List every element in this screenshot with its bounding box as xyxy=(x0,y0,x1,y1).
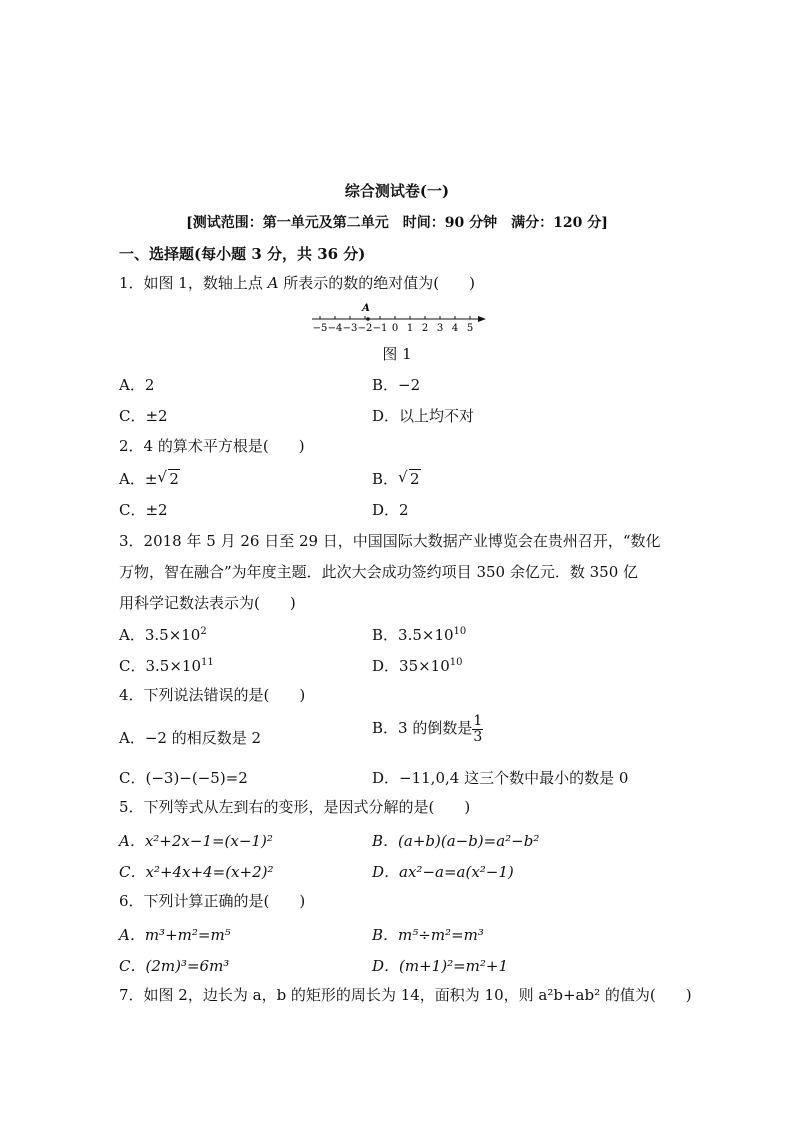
q1-stem-var: A xyxy=(267,274,279,292)
q1-option-b[interactable]: B．−2 xyxy=(372,376,421,394)
q3-option-d-exp: 10 xyxy=(449,657,463,668)
question-6: 6．下列计算正确的是( ) xyxy=(119,892,306,910)
q5-option-a[interactable]: A．x²+2x−1=(x−1)² xyxy=(119,832,273,850)
q4-option-d[interactable]: D．−11,0,4 这三个数中最小的数是 0 xyxy=(372,769,629,787)
q3-option-c[interactable] xyxy=(119,655,214,676)
q3-option-b-exp: 10 xyxy=(453,626,467,637)
q5-option-c[interactable]: C．x²+4x+4=(x+2)² xyxy=(119,863,274,881)
q4-option-c[interactable]: C．(−3)−(−5)=2 xyxy=(119,769,248,787)
q2-option-d[interactable]: D．2 xyxy=(372,501,409,519)
number-line-tick-label: 2 xyxy=(421,323,429,334)
q1-stem-prefix: 1．如图 1，数轴上点 xyxy=(119,274,268,292)
q3-option-c-exp: 11 xyxy=(201,657,214,668)
q6-option-b[interactable]: B．m⁵÷m²=m³ xyxy=(372,926,484,944)
number-line-tick-label: −3 xyxy=(342,323,358,334)
q2-option-c[interactable]: C．±2 xyxy=(119,501,168,519)
q5-option-b[interactable]: B．(a+b)(a−b)=a²−b² xyxy=(372,832,540,850)
q2-option-b[interactable] xyxy=(372,468,421,489)
q4-option-b-fraction xyxy=(472,714,483,744)
q4-option-a[interactable]: A．−2 的相反数是 2 xyxy=(119,729,262,747)
q3-line-3: 用科学记数法表示为( ) xyxy=(119,594,296,612)
number-line-tick-label: 0 xyxy=(391,323,399,334)
q6-option-d[interactable]: D．(m+1)²=m²+1 xyxy=(372,957,508,975)
test-scope: [测试范围：第一单元及第二单元 时间：90 分钟 满分：120 分] xyxy=(186,215,608,231)
number-line-tick-label: 3 xyxy=(436,323,444,334)
point-a-label: A xyxy=(362,303,370,314)
q3-line-1: 3．2018 年 5 月 26 日至 29 日，中国国际大数据产业博览会在贵州召开，“数化 xyxy=(119,532,661,550)
number-line-tick-label: 4 xyxy=(451,323,459,334)
q3-option-d-base: D．35×10 xyxy=(372,657,450,675)
q1-option-c[interactable]: C．±2 xyxy=(119,407,168,425)
q4-option-b[interactable] xyxy=(372,714,483,744)
q1-option-a[interactable]: A．2 xyxy=(119,376,155,394)
q6-option-a[interactable]: A．m³+m²=m⁵ xyxy=(119,926,231,944)
q2-option-a[interactable] xyxy=(119,468,180,489)
q3-option-d[interactable] xyxy=(372,655,463,676)
figure-1-caption: 图 1 xyxy=(382,345,412,363)
number-line-tick-label: −4 xyxy=(327,323,343,334)
question-2: 2．4 的算术平方根是( ) xyxy=(119,437,305,455)
sqrt-icon: √ 2 xyxy=(157,468,179,488)
point-a-marker xyxy=(366,317,370,321)
q4-option-b-prefix: B．3 的倒数是 xyxy=(372,719,473,738)
q2-option-b-prefix: B． xyxy=(372,470,399,488)
q3-option-a-base: A．3.5×10 xyxy=(119,626,201,644)
question-4: 4．下列说法错误的是( ) xyxy=(119,686,306,704)
q3-line-2: 万物，智在融合”为年度主题．此次大会成功签约项目 350 余亿元．数 350 亿 xyxy=(119,563,639,581)
question-1 xyxy=(119,274,475,294)
question-7: 7．如图 2，边长为 a，b 的矩形的周长为 14，面积为 10，则 a²b+ab² 的值为( ) xyxy=(119,986,692,1004)
q1-option-d[interactable]: D．以上均不对 xyxy=(372,407,475,425)
fraction-denominator: 3 xyxy=(473,728,483,745)
q6-option-c[interactable]: C．(2m)³=6m³ xyxy=(119,957,230,975)
q1-stem-suffix: 所表示的数的绝对值为( ) xyxy=(278,274,475,292)
q3-option-a[interactable] xyxy=(119,624,207,645)
number-line-tick-label: 5 xyxy=(466,323,474,334)
number-line-tick-label: −5 xyxy=(312,323,328,334)
fraction-numerator: 1 xyxy=(473,713,483,729)
question-3 xyxy=(119,526,679,619)
q3-option-a-exp: 2 xyxy=(200,626,207,637)
section-heading: 一、选择题(每小题 3 分，共 36 分) xyxy=(119,245,366,263)
sqrt-icon: √ 2 xyxy=(398,468,420,488)
question-5: 5．下列等式从左到右的变形，是因式分解的是( ) xyxy=(119,798,471,816)
page-title: 综合测试卷(一) xyxy=(344,182,450,200)
q3-option-c-base: C．3.5×10 xyxy=(119,657,201,675)
number-line-tick-label: −1 xyxy=(372,323,388,334)
number-line-tick-label: −2 xyxy=(357,323,373,334)
number-line-arrow-icon xyxy=(478,316,486,322)
number-line-figure xyxy=(310,298,490,338)
number-line-tick-label: 1 xyxy=(406,323,414,334)
q3-option-b-base: B．3.5×10 xyxy=(372,626,454,644)
q3-option-b[interactable] xyxy=(372,624,466,645)
q2-option-a-prefix: A．± xyxy=(119,470,158,488)
q2-option-a-radicand: 2 xyxy=(169,470,179,488)
q2-option-b-radicand: 2 xyxy=(410,470,420,488)
q5-option-d[interactable]: D．ax²−a=a(x²−1) xyxy=(372,863,514,881)
